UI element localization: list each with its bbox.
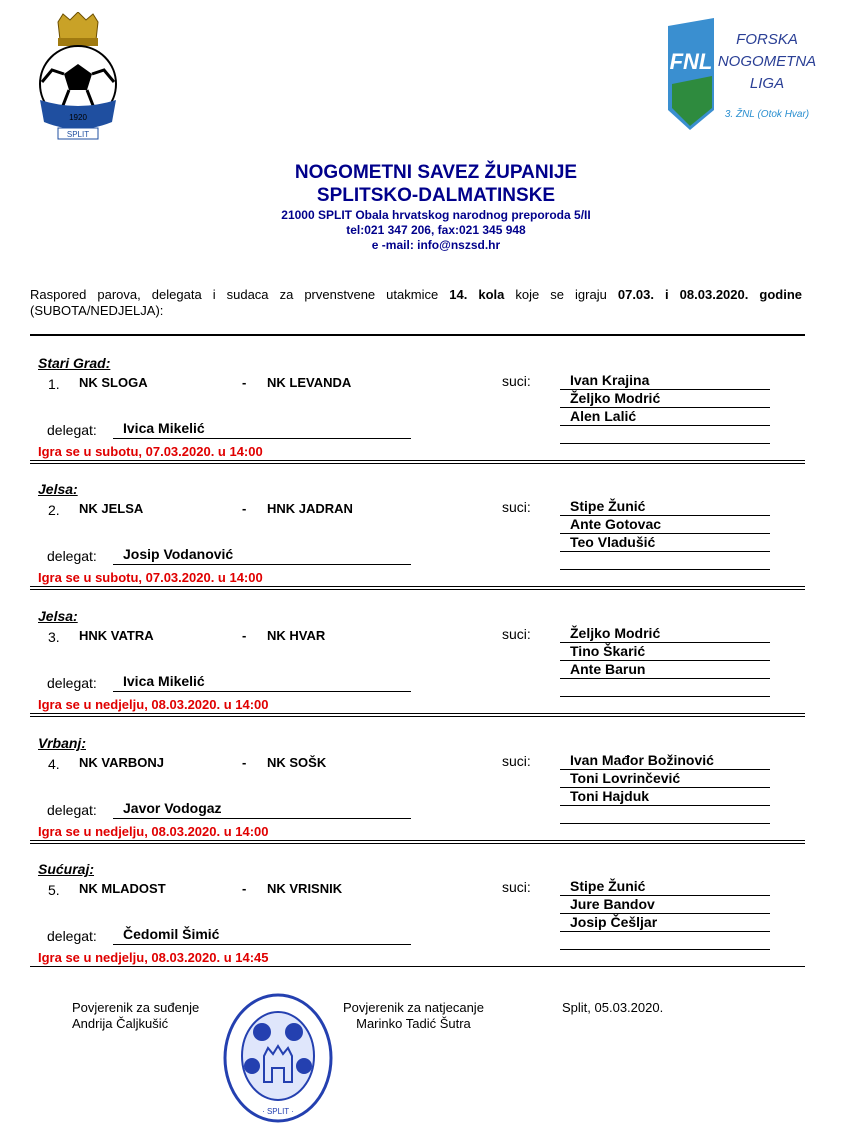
- match-schedule: Igra se u subotu, 07.03.2020. u 14:00: [38, 444, 263, 459]
- match-schedule: Igra se u nedjelju, 08.03.2020. u 14:00: [38, 824, 269, 839]
- referee-commissioner: Povjerenik za suđenje Andrija Čaljkušić: [72, 1000, 200, 1031]
- referee-name: Jure Bandov: [570, 896, 655, 912]
- versus-dash: -: [242, 375, 247, 390]
- referee-name: Ivan Krajina: [570, 372, 650, 388]
- referee-line: [560, 443, 770, 444]
- referee-line: [560, 949, 770, 950]
- away-team: NK HVAR: [267, 628, 326, 643]
- referee-name: Toni Hajduk: [570, 788, 650, 804]
- referee-line: [560, 895, 770, 896]
- referee-name: Ante Barun: [570, 661, 646, 677]
- referee-line: [560, 931, 770, 932]
- match-number: 3.: [48, 629, 60, 645]
- referees-label: suci:: [502, 373, 531, 389]
- svg-text:SPLIT: SPLIT: [66, 130, 90, 139]
- official-stamp: [222, 992, 334, 1124]
- delegate-label: delegat:: [47, 548, 97, 564]
- svg-text:NOGOMETNA: NOGOMETNA: [717, 53, 817, 70]
- delegate-label: delegat:: [47, 928, 97, 944]
- match-location: Jelsa:: [38, 481, 78, 497]
- match-block: [0, 588, 844, 715]
- referee-line: [560, 515, 770, 516]
- referee-line: [560, 823, 770, 824]
- delegate-label: delegat:: [47, 422, 97, 438]
- match-location: Jelsa:: [38, 608, 78, 624]
- referee-line: [560, 678, 770, 679]
- org-phone: tel:021 347 206, fax:021 345 948: [346, 223, 526, 237]
- org-address: 21000 SPLIT Obala hrvatskog narodnog preporoda 5/II: [281, 208, 591, 222]
- referee-line: [560, 642, 770, 643]
- versus-dash: -: [242, 628, 247, 643]
- referee-line: [560, 696, 770, 697]
- referees-label: suci:: [502, 499, 531, 515]
- delegate-label: delegat:: [47, 802, 97, 818]
- org-name-line1: NOGOMETNI SAVEZ ŽUPANIJE: [294, 162, 578, 183]
- referees-label: suci:: [502, 879, 531, 895]
- delegate-line: [113, 564, 411, 565]
- nszsd-logo: [28, 12, 128, 142]
- svg-text:FORSKA: FORSKA: [736, 31, 798, 48]
- delegate-line: [113, 944, 411, 945]
- match-location: Vrbanj:: [38, 735, 86, 751]
- match-block: [0, 335, 844, 462]
- referee-line: [560, 551, 770, 552]
- versus-dash: -: [242, 755, 247, 770]
- referee-line: [560, 389, 770, 390]
- match-block: [0, 715, 844, 842]
- org-name-line2: SPLITSKO-DALMATINSKE: [316, 185, 556, 206]
- match-schedule: Igra se u nedjelju, 08.03.2020. u 14:45: [38, 950, 269, 965]
- match-location: Sućuraj:: [38, 861, 95, 877]
- home-team: NK MLADOST: [79, 881, 166, 896]
- referee-name: Teo Vladušić: [570, 534, 656, 550]
- svg-text:· SPLIT ·: · SPLIT ·: [262, 1107, 294, 1116]
- match-number: 5.: [48, 882, 60, 898]
- referee-line: [560, 660, 770, 661]
- divider: [30, 966, 805, 967]
- match-location: Stari Grad:: [38, 355, 111, 371]
- home-team: NK JELSA: [79, 501, 144, 516]
- referee-name: Josip Češljar: [570, 914, 658, 930]
- match-block: [0, 461, 844, 588]
- away-team: NK VRISNIK: [267, 881, 343, 896]
- home-team: NK SLOGA: [79, 375, 148, 390]
- referee-line: [560, 805, 770, 806]
- delegate-name: Ivica Mikelić: [123, 673, 205, 689]
- referee-line: [560, 533, 770, 534]
- delegate-line: [113, 818, 411, 819]
- svg-text:3. ŽNL (Otok Hvar): 3. ŽNL (Otok Hvar): [724, 109, 810, 120]
- referee-line: [560, 787, 770, 788]
- delegate-line: [113, 438, 411, 439]
- referee-name: Tino Škarić: [570, 643, 646, 659]
- delegate-name: Čedomil Šimić: [123, 926, 220, 942]
- referee-name: Ante Gotovac: [570, 516, 662, 532]
- referees-label: suci:: [502, 753, 531, 769]
- svg-text:FNL: FNL: [669, 49, 713, 74]
- versus-dash: -: [242, 501, 247, 516]
- referee-line: [560, 569, 770, 570]
- versus-dash: -: [242, 881, 247, 896]
- referee-line: [560, 407, 770, 408]
- svg-text:1920: 1920: [69, 113, 87, 122]
- referee-name: Toni Lovrinčević: [570, 770, 681, 786]
- referees-label: suci:: [502, 626, 531, 642]
- place-date: Split, 05.03.2020.: [562, 1000, 664, 1015]
- delegate-name: Javor Vodogaz: [123, 800, 222, 816]
- home-team: NK VARBONJ: [79, 755, 164, 770]
- referee-line: [560, 913, 770, 914]
- org-email: e -mail: info@nszsd.hr: [371, 238, 501, 252]
- fnl-league-logo: [660, 14, 820, 134]
- match-number: 1.: [48, 376, 60, 392]
- away-team: NK LEVANDA: [267, 375, 352, 390]
- match-schedule: Igra se u subotu, 07.03.2020. u 14:00: [38, 570, 263, 585]
- referee-name: Željko Modrić: [570, 625, 661, 641]
- referee-line: [560, 425, 770, 426]
- delegate-name: Josip Vodanović: [123, 546, 234, 562]
- delegate-label: delegat:: [47, 675, 97, 691]
- referee-name: Ivan Mađor Božinović: [570, 752, 714, 768]
- away-team: HNK JADRAN: [267, 501, 353, 516]
- competition-commissioner: Povjerenik za natjecanje Marinko Tadić Šutra: [343, 1000, 484, 1031]
- home-team: HNK VATRA: [79, 628, 154, 643]
- intro-text: Raspored parova, delegata i sudaca za prvenstvene utakmice 14. kola koje se igraju 07.03. i 08.03.2020. godine (SUBOTA/NEDJELJA):: [30, 287, 802, 318]
- referee-name: Alen Lalić: [570, 408, 637, 424]
- referee-name: Stipe Žunić: [570, 498, 646, 514]
- match-number: 2.: [48, 502, 60, 518]
- match-schedule: Igra se u nedjelju, 08.03.2020. u 14:00: [38, 697, 269, 712]
- delegate-name: Ivica Mikelić: [123, 420, 205, 436]
- match-number: 4.: [48, 756, 60, 772]
- referee-name: Željko Modrić: [570, 390, 661, 406]
- match-block: [0, 841, 844, 968]
- referee-line: [560, 769, 770, 770]
- referee-name: Stipe Žunić: [570, 878, 646, 894]
- away-team: NK SOŠK: [267, 755, 327, 770]
- svg-text:LIGA: LIGA: [749, 75, 785, 92]
- delegate-line: [113, 691, 411, 692]
